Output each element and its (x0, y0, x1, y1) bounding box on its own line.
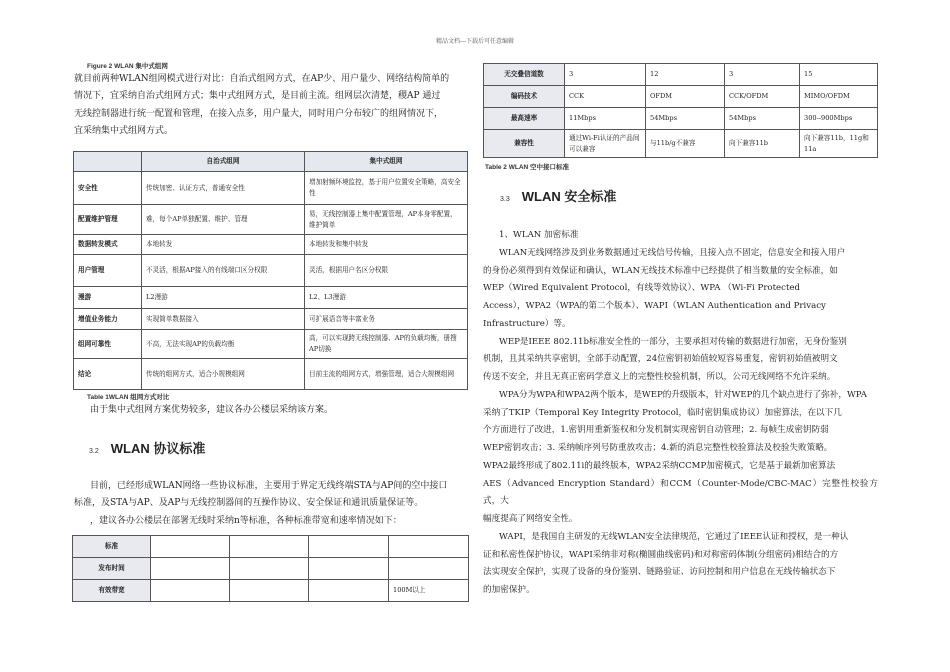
text-line: 无线控制器进行统一配置和管理，在接入点多，用户量大，同时用户分布较广的组网情况下， (74, 108, 444, 119)
table-cell: 实现简单数据接入 (142, 309, 305, 330)
row-label: 最高速率 (484, 108, 565, 130)
table-row (484, 64, 878, 86)
table-cell (151, 536, 230, 558)
figure-caption: Figure 2 WLAN 集中式组网 (87, 63, 168, 70)
table-cell: 54Mbps (646, 108, 725, 130)
text-line: 传送不安全，并且无真正密码学意义上的完整性校验机制，所以，公司无线网络不允许采纳。 (483, 372, 836, 382)
row-label: 兼容性 (484, 130, 565, 158)
table-header-row (74, 152, 468, 172)
table-row (74, 330, 468, 359)
row-label: 标准 (73, 536, 151, 558)
table-cell: 本地转发 (142, 235, 305, 255)
text-line: 幅度提高了网络安全性。 (483, 514, 578, 524)
recommendation-text: 由于集中式组网方案优势较多，建议各办公楼层采纳该方案。 (90, 405, 334, 415)
text-line: Access），WPA2（WPA的第二个版本）、WAPI（WLAN Authentication and Privacy (483, 301, 826, 311)
text-line: WPA分为WPA和WPA2两个版本，是WEP的升级版本，针对WEP的几个缺点进行了弥补，WPA (499, 389, 867, 400)
table-cell (230, 558, 309, 580)
table-cell: 向下兼容11b，11g和11a (800, 130, 878, 158)
text-line: WAPI，是我国自主研发的无线WLAN安全法律规范，它通过了IEEE认证和授权，是一种认 (499, 531, 849, 542)
grouping-comparison-table (73, 151, 468, 390)
table-cell (230, 580, 309, 602)
table-cell (389, 558, 469, 580)
row-label: 配置维护管理 (74, 205, 142, 235)
table-cell: 向下兼容11b (725, 130, 800, 158)
table-row (74, 359, 468, 390)
text-line: WEP密钥攻击；3. 采纳帧序列号防重放攻击；4.新的消息完整性校验算法及校验失败策略。 (483, 443, 833, 453)
section-heading (500, 186, 616, 205)
section-heading (89, 438, 205, 457)
text-line: 目前，已经形成WLAN网络一些协议标准，主要用于界定无线终端STA与AP间的空中接口 (90, 481, 448, 491)
table-cell (389, 536, 469, 558)
table-row (484, 130, 878, 158)
table-cell: 12 (646, 64, 725, 86)
table-cell: L2、L3漫游 (305, 287, 468, 309)
table-cell: 15 (800, 64, 878, 86)
section-number: 3.2 (89, 448, 99, 455)
section-title: WLAN 协议标准 (110, 441, 206, 456)
intro-paragraph (74, 71, 466, 140)
table-row (74, 309, 468, 330)
table-row (73, 580, 469, 602)
table-row (484, 108, 878, 130)
table-cell: 54Mbps (725, 108, 800, 130)
table-cell: 传统的组网方式，适合小规模组网 (142, 359, 305, 390)
table-row (74, 255, 468, 287)
text-line: ，建议各办公楼层在部署无线时采纳n等标准，各种标准带宽和速率情况如下： (90, 515, 402, 526)
text-line: 个方面进行了改进，1.密钥用重新鉴权和分发机制实现密钥自动管理；2. 每帧生成密钥防弱 (483, 425, 829, 436)
text-line: 采纳了TKIP（Temporal Key Integrity Protocol，临时密钥集成协议）加密算法，在以下几 (483, 407, 842, 418)
table-cell (309, 558, 389, 580)
table-cell (151, 580, 230, 602)
text-line: WLAN无线网络涉及到业务数据通过无线信号传输，且接入点不固定，信息安全和接入用户 (499, 247, 846, 258)
table-cell: CCK (565, 86, 646, 108)
table-cell: 难，每个AP单独配置、维护、管理 (142, 205, 305, 235)
table-caption: Table 2 WLAN 空中接口标准 (485, 164, 570, 171)
text-line: 1、WLAN 加密标准 (499, 230, 579, 240)
table-cell: 本地转发和集中转发 (305, 235, 468, 255)
table-cell: 不灵活，根据AP接入的有线端口区分权限 (142, 255, 305, 287)
table-row (74, 205, 468, 235)
row-label: 无交叠信道数 (484, 64, 565, 86)
table-cell: OFDM (646, 86, 725, 108)
table-cell: 3 (725, 64, 800, 86)
security-body (483, 227, 878, 600)
table-cell: 3 (565, 64, 646, 86)
table-row (74, 172, 468, 205)
section-title: WLAN 安全标准 (521, 189, 617, 204)
row-label: 组网可靠性 (74, 330, 142, 359)
row-label: 漫游 (74, 287, 142, 309)
table-header-cell: 自治式组网 (142, 152, 305, 172)
table-cell: 传统加密、认证方式，普通安全性 (142, 172, 305, 205)
table-header-cell: 集中式组网 (305, 152, 468, 172)
table-cell: MIMO/OFDM (800, 86, 878, 108)
row-label: 安全性 (74, 172, 142, 205)
table-cell (151, 558, 230, 580)
table-cell (230, 536, 309, 558)
table-cell (309, 536, 389, 558)
text-line: WEP是IEEE 802.11b标准安全性的一部分，主要承担对传输的数据进行加密，无身份鉴别 (499, 336, 847, 347)
row-label: 结论 (74, 359, 142, 390)
row-label: 编码技术 (484, 86, 565, 108)
text-line: 的身份必须得到有效保证和确认，WLAN无线技术标准中已经提供了相当数量的安全标准，如 (483, 265, 838, 276)
table-caption: Table 1WLAN 组网方式对比 (87, 394, 170, 401)
table-row (484, 86, 878, 108)
text-line: 宜采纳集中式组网方式。 (74, 125, 174, 136)
text-line: Infrastructure）等。 (483, 318, 571, 329)
protocol-paragraph (74, 478, 468, 530)
text-line: 证和私密性保护协议，WAPI采纳非对称(椭圆曲线密码)和对称密码体制(分组密码)相结合的方 (483, 549, 839, 560)
page-header: 精品文档---下载后可任意编辑 (435, 38, 515, 45)
text-line: 机制，且其采纳共享密钥，全部手动配置，24位密钥初始值较短容易重复，密钥初始值被明文 (483, 354, 838, 365)
text-line: 标准，及STA与AP、及AP与无线控制器间的互操作协议、安全保证和通讯质量保证等。 (74, 498, 424, 509)
table-cell (309, 580, 389, 602)
table-row (74, 235, 468, 255)
table-row (74, 287, 468, 309)
table-row (73, 536, 469, 558)
text-line: WPA2最终形成了802.11i的最终版本，WPA2采纳CCMP加密模式，它是基于最新加密算法 (483, 460, 836, 471)
row-label: 数据转发模式 (74, 235, 142, 255)
table-cell: 不高，无法实现AP的负载均衡 (142, 330, 305, 359)
text-line: 情况下，宜采纳自治式组网方式；集中式组网方式，是目前主流。组网层次清楚，稷AP 通过 (74, 91, 441, 102)
row-label: 用户管理 (74, 255, 142, 287)
table-cell: 可扩展语音等丰富业务 (305, 309, 468, 330)
text-line: 法实现安全保护，实现了设备的身份鉴别、链路验证、访问控制和用户信息在无线传输状态下 (483, 567, 836, 578)
text-line: 就目前两种WLAN组网模式进行对比：自治式组网方式，在AP少、用户量少、网络结构简单的 (74, 74, 450, 84)
table-header-cell (74, 152, 142, 172)
table-cell: 灵活，根据用户名区分权限 (305, 255, 468, 287)
table-cell: 与11b/g不兼容 (646, 130, 725, 158)
table-cell: L2漫游 (142, 287, 305, 309)
standards-table-part1 (72, 535, 469, 602)
standards-table-part2 (483, 63, 878, 158)
text-line: AES（Advanced Encryption Standard）和CCM（Counter-Mode/CBC-MAC）完整性校验方式，大 (483, 478, 878, 507)
text-line: 的加密保护。 (483, 585, 535, 595)
row-label: 发布时间 (73, 558, 151, 580)
table-cell: 易，无线控制器上集中配置管理，AP本身零配置，维护简单 (305, 205, 468, 235)
text-line: WEP（Wired Equivalent Protocol，有线等效协议）、WPA （Wi-Fi Protected (483, 283, 800, 294)
table-cell: 300--900Mbps (800, 108, 878, 130)
section-number: 3.3 (500, 196, 510, 203)
row-label: 有效带宽 (73, 580, 151, 602)
table-cell: 目前主流的组网方式，增强管理，适合大规模组网 (305, 359, 468, 390)
table-cell: 通过Wi-Fi认证的产品间可以兼容 (565, 130, 646, 158)
table-cell: 高，可以实现跨无线控制器、AP的负载均衡，册搜AP切换 (305, 330, 468, 359)
table-cell: 11Mbps (565, 108, 646, 130)
row-label: 增值业务能力 (74, 309, 142, 330)
table-row (73, 558, 469, 580)
table-cell: 100M以上 (389, 580, 469, 602)
table-cell: CCK/OFDM (725, 86, 800, 108)
table-cell: 增加射频环境监控，基于用户位置安全策略，高安全性 (305, 172, 468, 205)
